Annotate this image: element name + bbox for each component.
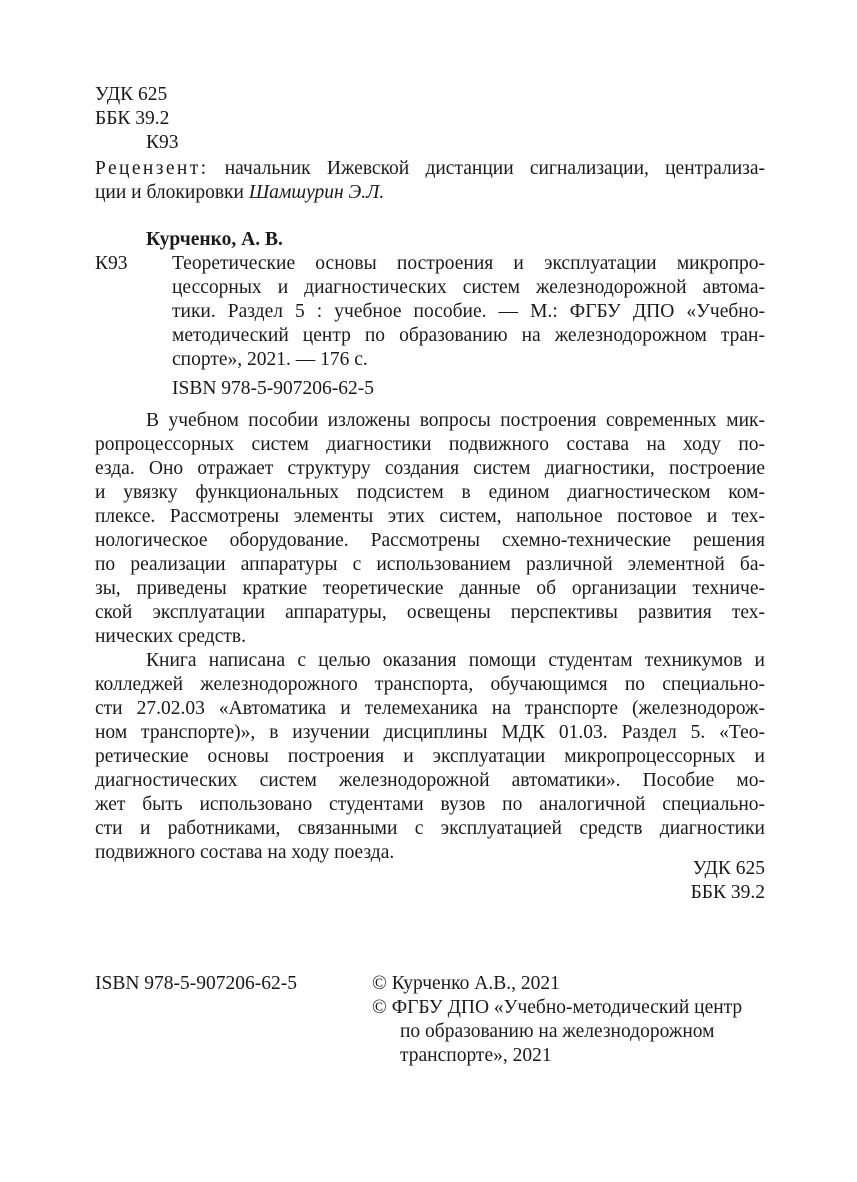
footer-isbn: ISBN 978-5-907206-62-5 [95, 973, 298, 994]
bbk-code: ББК 39.2 [95, 108, 170, 129]
para2-line: Книга написана с целью оказания помощи студентам техникумов и [146, 650, 765, 671]
para2-line: сти и работниками, связанными с эксплуатацией средств диагностики [95, 818, 765, 839]
reviewer-line-1 [95, 157, 765, 181]
reviewer-name: Шамшурин Э.Л. [248, 182, 385, 203]
copyright-org-line-3: транспорте», 2021 [400, 1045, 552, 1066]
bibliography-isbn: ISBN 978-5-907206-62-5 [172, 378, 375, 399]
desc-line: тики. Раздел 5 : учебное пособие. — М.: ФГБУ ДПО «Учебно- [172, 301, 765, 322]
abstract-paragraph-1 [95, 409, 765, 649]
para1-line: зы, приведены краткие теоретические данные об организации техниче- [95, 578, 765, 599]
copyright-org-line-1: © ФГБУ ДПО «Учебно-методический центр [372, 997, 743, 1018]
para2-line: жет быть использовано студентами вузов по аналогичной специально- [95, 794, 765, 815]
abstract-paragraph-2 [95, 649, 765, 865]
bibliography-mark: К93 [95, 253, 128, 274]
author-mark: К93 [146, 132, 179, 153]
para1-line: по реализации аппаратуры с использованием различной элементной ба- [95, 554, 765, 575]
para1-line: нологическое оборудование. Рассмотрены схемно-технические решения [95, 530, 765, 551]
reviewer-label: Рецензент: [95, 158, 209, 179]
para1-line: ропроцессорных систем диагностики подвижного состава на ходу по- [95, 434, 765, 455]
desc-line: методический центр по образованию на железнодорожном тран- [172, 325, 765, 346]
para2-line: подвижного состава на ходу поезда. [95, 842, 395, 863]
author-heading: Курченко, А. В. [146, 229, 283, 250]
desc-line: спорте», 2021. — 176 с. [172, 349, 368, 370]
para1-line: нических средств. [95, 626, 246, 647]
para1-line: и увязку функциональных подсистем в едином диагностическом ком- [95, 482, 765, 503]
para1-line: ской эксплуатации аппаратуры, освещены перспективы развития тех- [95, 602, 765, 623]
para1-line: плексе. Рассмотрены элементы этих систем, напольное постовое и тех- [95, 506, 765, 527]
para1-line: В учебном пособии изложены вопросы построения современных мик- [146, 410, 765, 431]
copyright-org-line-2: по образованию на железнодорожном [400, 1021, 715, 1042]
reviewer-block [95, 157, 765, 205]
reviewer-text-2: ции и блокировки [95, 182, 249, 203]
para2-line: ном транспорте)», в изучении дисциплины МДК 01.03. Раздел 5. «Тео- [95, 722, 765, 743]
reviewer-line-2 [95, 181, 765, 205]
reviewer-text-1: начальник Ижевской дистанции сигнализации, централиза- [208, 158, 765, 179]
desc-line: цессорных и диагностических систем железнодорожной автома- [172, 277, 765, 298]
bbk-code-right: ББК 39.2 [690, 882, 765, 903]
para2-line: сти 27.02.03 «Автоматика и телемеханика на транспорте (железнодорож- [95, 698, 765, 719]
udk-code-right: УДК 625 [692, 858, 765, 879]
para2-line: колледжей железнодорожного транспорта, обучающимся по специально- [95, 674, 765, 695]
desc-line: Теоретические основы построения и эксплуатации микропро- [172, 253, 765, 274]
copyright-author: © Курченко А.В., 2021 [372, 973, 560, 994]
para2-line: ретические основы построения и эксплуатации микропроцессорных и [95, 746, 765, 767]
para2-line: диагностических систем железнодорожной автоматики». Пособие мо- [95, 770, 765, 791]
bibliography-description [172, 252, 765, 372]
para1-line: езда. Оно отражает структуру создания систем диагностики, построение [95, 458, 765, 479]
udk-code: УДК 625 [95, 84, 168, 105]
